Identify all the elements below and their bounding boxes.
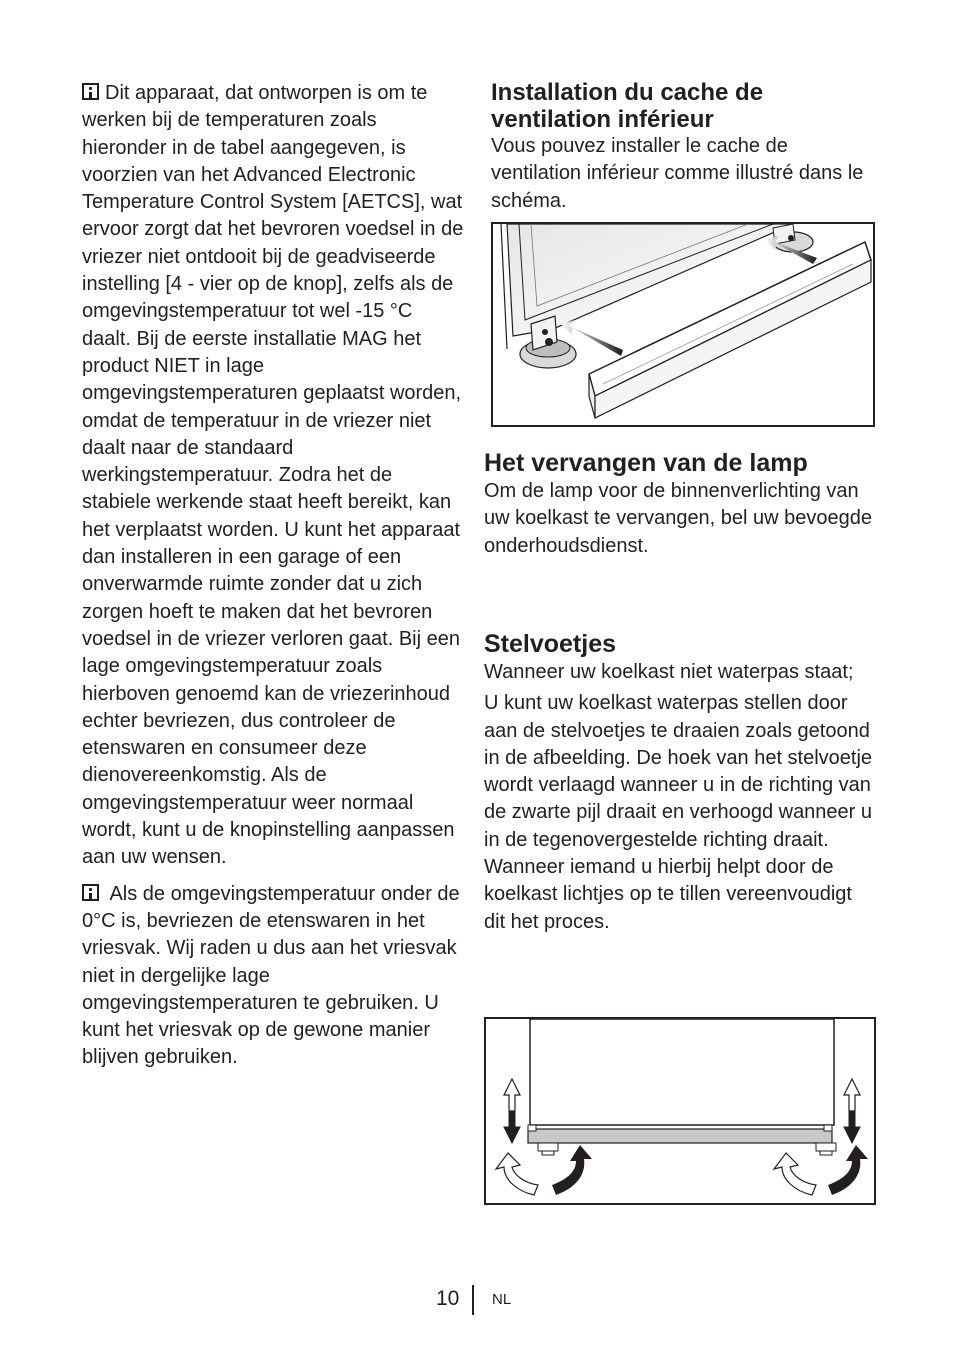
info-icon	[82, 83, 99, 100]
section-heading-feet: Stelvoetjes	[484, 630, 617, 658]
section-heading-ventilation: Installation du cache de ventilation inférieur	[491, 79, 764, 133]
section-body-lamp: Om de lamp voor de binnenverlichting van uw koelkast te vervangen, bel uw bevoegde onderhoudsdienst.	[484, 480, 873, 557]
language-code: NL	[492, 1291, 512, 1308]
info-paragraph-1-text: Dit apparaat, dat ontworpen is om te werken bij de temperaturen zoals hieronder in de tabel aangegeven, is voorzien van het Advanced Electronic Temperature Control System [AETCS], wat ervoor zorgt dat het bevroren voedsel in de vriezer niet ontdooit bij de geadviseerde instelling [4 - vier op de knop], zelfs als de omgevingstemperatuur tot wel -15 °C daalt. Bij de eerste installatie MAG het product NIET in lage omgevingstemperaturen geplaatst worden, omdat de temperatuur in de vriezer niet daalt naar de standaard werkingstemperatuur. Zodra het de stabiele werkende staat heeft bereikt, kan het verplaatst worden. U kunt het apparaat dan installeren in een garage of een onverwarmde ruimte zonder dat u zich zorgen hoeft te maken dat het bevroren voedsel in de vriezer verloren gaat. Bij een lage omgevingstemperatuur zoals hierboven genoemd kan de vriezerinhoud echter bevriezen, dus controleer de etenswaren en consumeer deze dienovereenkomstig. Als de omgevingstemperatuur weer normaal wordt, kunt u de knopinstelling aanpassen aan uw wensen.	[82, 82, 464, 869]
leveling-feet-drawing	[486, 1019, 874, 1203]
info-paragraph-2	[82, 881, 466, 1072]
section-ventilation-cover	[491, 79, 871, 215]
page-footer	[0, 1285, 954, 1315]
section-body-feet-2: U kunt uw koelkast waterpas stellen door aan de stelvoetjes te draaien zoals getoond in de afbeelding. De hoek van het stelvoetje wordt verlaagd wanneer u in de richting van de zwarte pijl draait en verhoogd wanneer u in de tegenovergestelde richting draait. Wanneer iemand u hierbij helpt door de koelkast lichtjes op te tillen vereenvoudigt dit het proces.	[484, 692, 873, 933]
footer-divider	[472, 1285, 474, 1315]
page-number: 10	[436, 1287, 460, 1310]
info-icon	[82, 884, 99, 901]
left-column	[82, 80, 466, 1072]
section-leveling-feet	[484, 629, 874, 936]
leveling-feet-illustration	[484, 1017, 876, 1205]
info-paragraph-1	[82, 80, 466, 872]
section-body-feet-1: Wanneer uw koelkast niet waterpas staat;	[484, 661, 854, 683]
section-body-ventilation: Vous pouvez installer le cache de ventilation inférieur comme illustré dans le schéma.	[491, 135, 864, 212]
section-heading-lamp: Het vervangen van de lamp	[484, 449, 808, 477]
info-paragraph-2-text: Als de omgevingstemperatuur onder de 0°C is, bevriezen de etenswaren in het vriesvak. Wij raden u dus aan het vriesvak niet in dergelijke lage omgevingstemperaturen te gebruiken. U kunt het vriesvak op de gewone manier blijven gebruiken.	[82, 882, 460, 1069]
ventilation-cover-drawing	[493, 224, 873, 425]
section-lamp-replacement	[484, 448, 874, 560]
ventilation-cover-illustration	[491, 222, 875, 427]
